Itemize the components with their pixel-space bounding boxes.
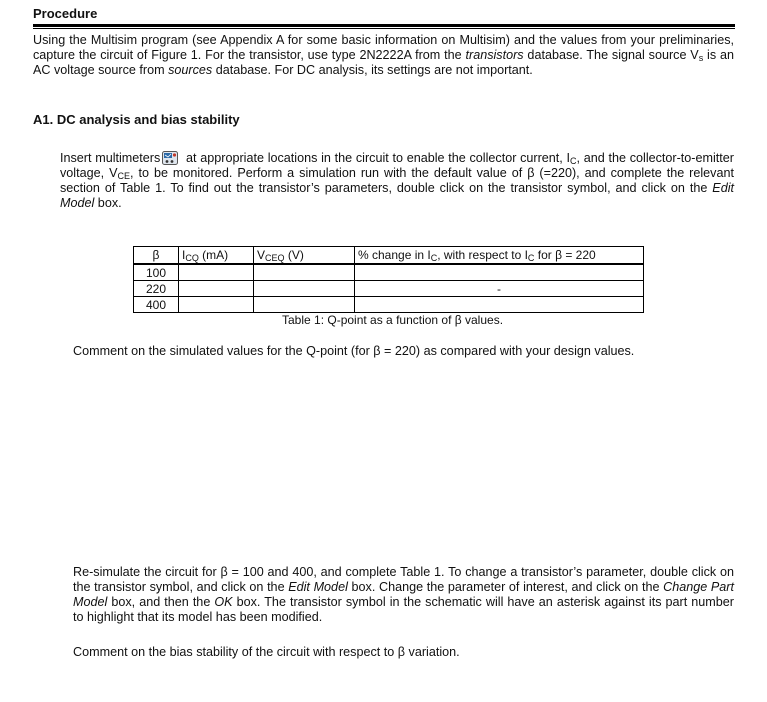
table-header-row [134, 247, 644, 265]
resimulate-paragraph: Re-simulate the circuit for β = 100 and 400, and complete Table 1. To change a transistor’s parameter, double click on the transistor symbol, and click on the Edit Model box. Change the parameter of interest, and click on the Change Part Model box, and then the OK box. The transistor symbol in the schematic will have an asterisk against its part number to highlight that its model has been modified. [73, 565, 734, 624]
percent-change-cell [355, 297, 644, 313]
vceq-cell [254, 297, 355, 313]
header-beta: β [134, 247, 179, 265]
table-row [134, 281, 644, 297]
heading-rule-thick [33, 24, 735, 27]
table-row [134, 264, 644, 281]
table-row [134, 297, 644, 313]
icq-cell [179, 297, 254, 313]
percent-change-cell [355, 264, 644, 281]
a1-paragraph: Insert multimeters at appropriate locations in the circuit to enable the collector current, $I_C$, and the collector-to-emitter voltage, $V_{CE}$, to be monitored. Perform a simulation run with the default value of β (=220), and complete the relevant section of Table 1. To find out the transistor’s parameters, double click on the transistor symbol, and click on the Edit Model box. [60, 151, 734, 210]
multimeter-icon [162, 151, 178, 165]
intro-paragraph: Using the Multisim program (see Appendix A for some basic information on Multisim) and the values from your preliminaries, capture the circuit of Figure 1. For the transistor, use type 2N2222A from the transistors database. The signal source $V_s$ is an AC voltage source from sources database. For DC analysis, its settings are not important. [33, 33, 734, 77]
comment-bias-stability: Comment on the bias stability of the circuit with respect to β variation. [73, 645, 460, 659]
icq-cell [179, 281, 254, 297]
beta-cell: 100 [134, 264, 179, 281]
subsection-heading: A1. DC analysis and bias stability [33, 112, 240, 127]
beta-cell: 400 [134, 297, 179, 313]
table-caption: Table 1: Q-point as a function of β values. [282, 313, 504, 327]
header-icq: $I_{CQ}$ (mA) [179, 247, 254, 265]
icq-cell [179, 264, 254, 281]
comment-q-point: Comment on the simulated values for the Q-point (for β = 220) as compared with your design values. [73, 344, 635, 358]
header-vceq: $V_{CEQ}$ (V) [254, 247, 355, 265]
q-point-table [133, 246, 644, 313]
header-percent-change: % change in $I_C$, with respect to $I_C$ for β = 220 [355, 247, 644, 265]
beta-cell: 220 [134, 281, 179, 297]
vceq-cell [254, 264, 355, 281]
heading-rule-thin [33, 28, 735, 29]
vceq-cell [254, 281, 355, 297]
section-heading: Procedure [33, 6, 98, 21]
percent-change-cell: - [355, 281, 644, 297]
